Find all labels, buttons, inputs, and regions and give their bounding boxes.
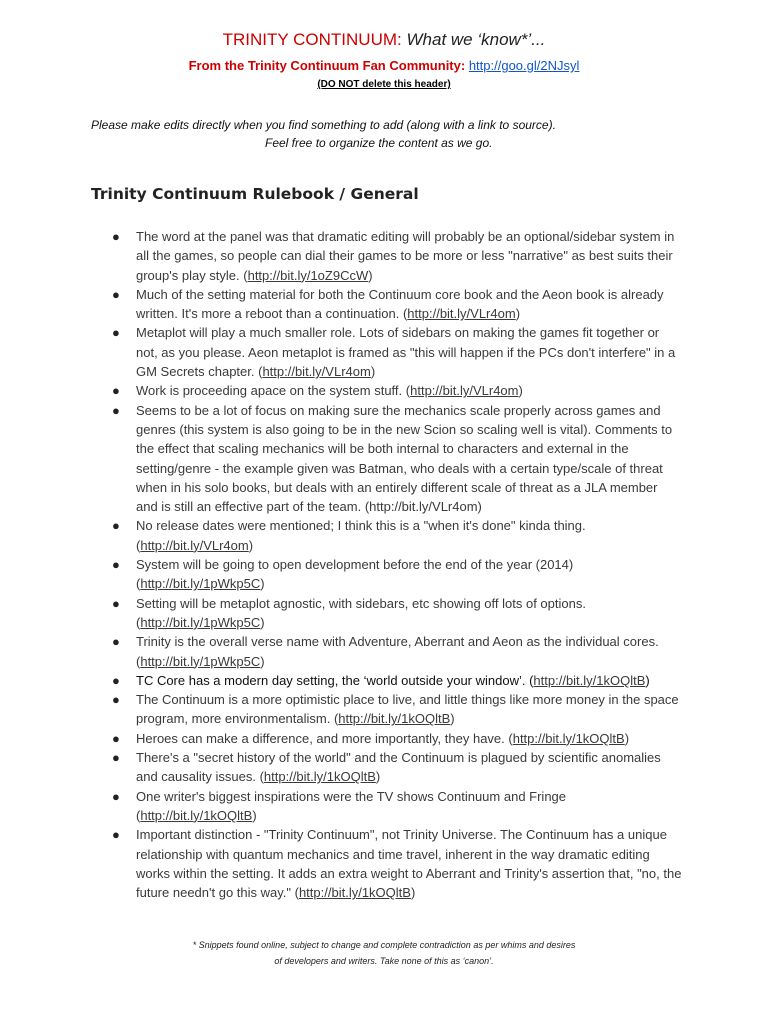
fan-community-link[interactable]: http://goo.gl/2NJsyl	[468, 58, 580, 73]
list-item-text: Trinity is the overall verse name with Adventure, Aberrant and Aeon as the individual cores. (	[136, 634, 659, 669]
list-item-tail: )	[370, 364, 376, 380]
section-heading: Trinity Continuum Rulebook / General	[91, 185, 419, 203]
list-item-tail: )	[450, 711, 455, 727]
source-link[interactable]: http://bit.ly/1kOQltB	[263, 769, 376, 785]
list-item-tail: )	[260, 653, 265, 669]
source-link[interactable]: http://bit.ly/VLr4om	[262, 364, 371, 380]
list-item-tail: )	[624, 730, 630, 746]
fan-community-line	[0, 58, 768, 73]
bullet-icon: ●	[112, 634, 120, 650]
source-link[interactable]: http://bit.ly/1kOQltB	[533, 672, 646, 688]
title-main: TRINITY CONTINUUM:	[222, 30, 402, 49]
bullet-icon: ●	[112, 730, 120, 746]
title-italic: What we ‘know*’...	[406, 30, 546, 49]
list-item-text: The Continuum is a more optimistic place to live, and little things like more money in the space program, more environmentalism. (	[136, 692, 679, 727]
list-item-tail: )	[518, 383, 523, 399]
list-item-text: TC Core has a modern day setting, the ‘world outside your window’. (	[136, 672, 534, 688]
list-item	[112, 323, 682, 381]
list-item	[112, 787, 682, 826]
list-item-tail: )	[252, 807, 257, 823]
list-item-text: Work is proceeding apace on the system stuff. (	[136, 383, 411, 399]
list-item	[112, 632, 682, 671]
footnote	[0, 937, 768, 969]
instructions-line-1: Please make edits directly when you find something to add (along with a link to source).	[91, 118, 556, 132]
list-item-text: The word at the panel was that dramatic editing will probably be an optional/sidebar system in all the games, so people can dial their games to be more or less "narrative" as best suits their group's play style. (	[136, 229, 675, 283]
list-item-text: One writer's biggest inspirations were the TV shows Continuum and Fringe (	[136, 788, 567, 823]
bullet-icon: ●	[112, 557, 120, 573]
footnote-line-2: of developers and writers. Take none of this as ‘canon’.	[274, 956, 494, 966]
list-item-text: Metaplot will play a much smaller role. Lots of sidebars on making the games fit together or not, as you please. Aeon metaplot is framed as "this will happen if the PCs don't interfere" in a GM Secrets chapter. (	[136, 325, 676, 380]
source-link[interactable]: http://bit.ly/1pWkp5C	[140, 653, 261, 669]
list-item-text: Important distinction - "Trinity Continuum", not Trinity Universe. The Continuum has a unique relationship with quantum mechanics and time travel, inherent in the way dramatic editing works within the setting. It adds an extra weight to Aberrant and Trinity's assertion that, "no, the future needn't go this way." (	[136, 827, 682, 901]
list-item	[112, 381, 682, 400]
bullet-icon: ●	[112, 672, 120, 688]
bullet-icon: ●	[112, 595, 120, 611]
list-item-text: No release dates were mentioned; I think this is a "when it's done" kinda thing. (	[136, 518, 586, 553]
list-item	[112, 748, 682, 787]
bullet-icon: ●	[112, 229, 120, 244]
footnote-line-1: * Snippets found online, subject to change and complete contradiction as per whims and desires	[192, 940, 576, 950]
list-item-tail: )	[248, 537, 254, 553]
list-item	[112, 690, 682, 729]
source-link[interactable]: http://bit.ly/1oZ9CcW	[247, 267, 369, 283]
list-item-tail: )	[375, 769, 381, 785]
list-item-text: Setting will be metaplot agnostic, with sidebars, etc showing off lots of options. (	[136, 595, 586, 630]
list-item-text: Heroes can make a difference, and more importantly, they have. (	[136, 730, 513, 746]
source-link[interactable]: http://bit.ly/1kOQltB	[512, 730, 625, 746]
list-item	[112, 227, 682, 285]
list-item-tail: )	[368, 267, 373, 283]
fan-community-label: From the Trinity Continuum Fan Community:	[188, 58, 466, 73]
source-link[interactable]: http://bit.ly/1kOQltB	[338, 711, 451, 727]
instructions-line-2: Feel free to organize the content as we go.	[265, 136, 493, 150]
bullet-icon: ●	[112, 286, 120, 302]
bullet-icon: ●	[112, 750, 120, 766]
list-item-tail: )	[515, 306, 521, 322]
bullet-icon: ●	[112, 827, 120, 843]
source-link[interactable]: http://bit.ly/1pWkp5C	[140, 576, 261, 592]
source-link[interactable]: http://bit.ly/VLr4om	[407, 306, 516, 322]
list-item-text: Much of the setting material for both the Continuum core book and the Aeon book is already written. It's more a reboot than a continuation. (	[136, 286, 664, 322]
source-link[interactable]: http://bit.ly/1kOQltB	[298, 885, 411, 901]
list-item	[112, 285, 682, 324]
document-title	[0, 30, 768, 50]
header-note-text: (DO NOT delete this header)	[317, 79, 451, 90]
source-link[interactable]: http://bit.ly/VLr4om	[410, 383, 519, 399]
list-item-tail: )	[260, 614, 265, 630]
bullet-icon: ●	[112, 518, 120, 534]
source-link[interactable]: http://bit.ly/VLr4om	[140, 537, 249, 553]
bullet-list	[112, 227, 682, 902]
list-item	[112, 825, 682, 902]
header-note	[0, 79, 768, 90]
list-item	[112, 516, 682, 555]
bullet-icon: ●	[112, 383, 120, 399]
list-item-text: There's a "secret history of the world" and the Continuum is plagued by scientific anomalies and causality issues. (	[136, 750, 661, 785]
list-item-tail: )	[410, 885, 416, 901]
list-item-text: System will be going to open development before the end of the year (2014) (	[136, 557, 574, 592]
source-link[interactable]: http://bit.ly/1kOQltB	[140, 807, 253, 823]
list-item	[112, 729, 682, 748]
bullet-icon: ●	[112, 692, 120, 708]
list-item	[112, 401, 682, 517]
list-item-text: Seems to be a lot of focus on making sure the mechanics scale properly across games and genres (this system is also going to be in the new Scion so scaling well is vital). Comments to the effect that scaling mechanics will be both internal to characters and external in the setting/genre - the example given was Batman, who deals with a certain type/scale of threat when in his solo books, but deals with an entirely different scale of threat as a JLA member and is still an effective part of the team. (http://bit.ly/VLr4om)	[136, 402, 673, 515]
list-item	[112, 555, 682, 594]
list-item	[112, 594, 682, 633]
list-item	[112, 671, 682, 690]
list-item-tail: )	[645, 672, 650, 688]
bullet-icon: ●	[112, 788, 120, 804]
bullet-icon: ●	[112, 402, 120, 418]
bullet-icon: ●	[112, 325, 120, 341]
list-item-tail: )	[260, 576, 265, 592]
source-link[interactable]: http://bit.ly/1pWkp5C	[140, 614, 261, 630]
